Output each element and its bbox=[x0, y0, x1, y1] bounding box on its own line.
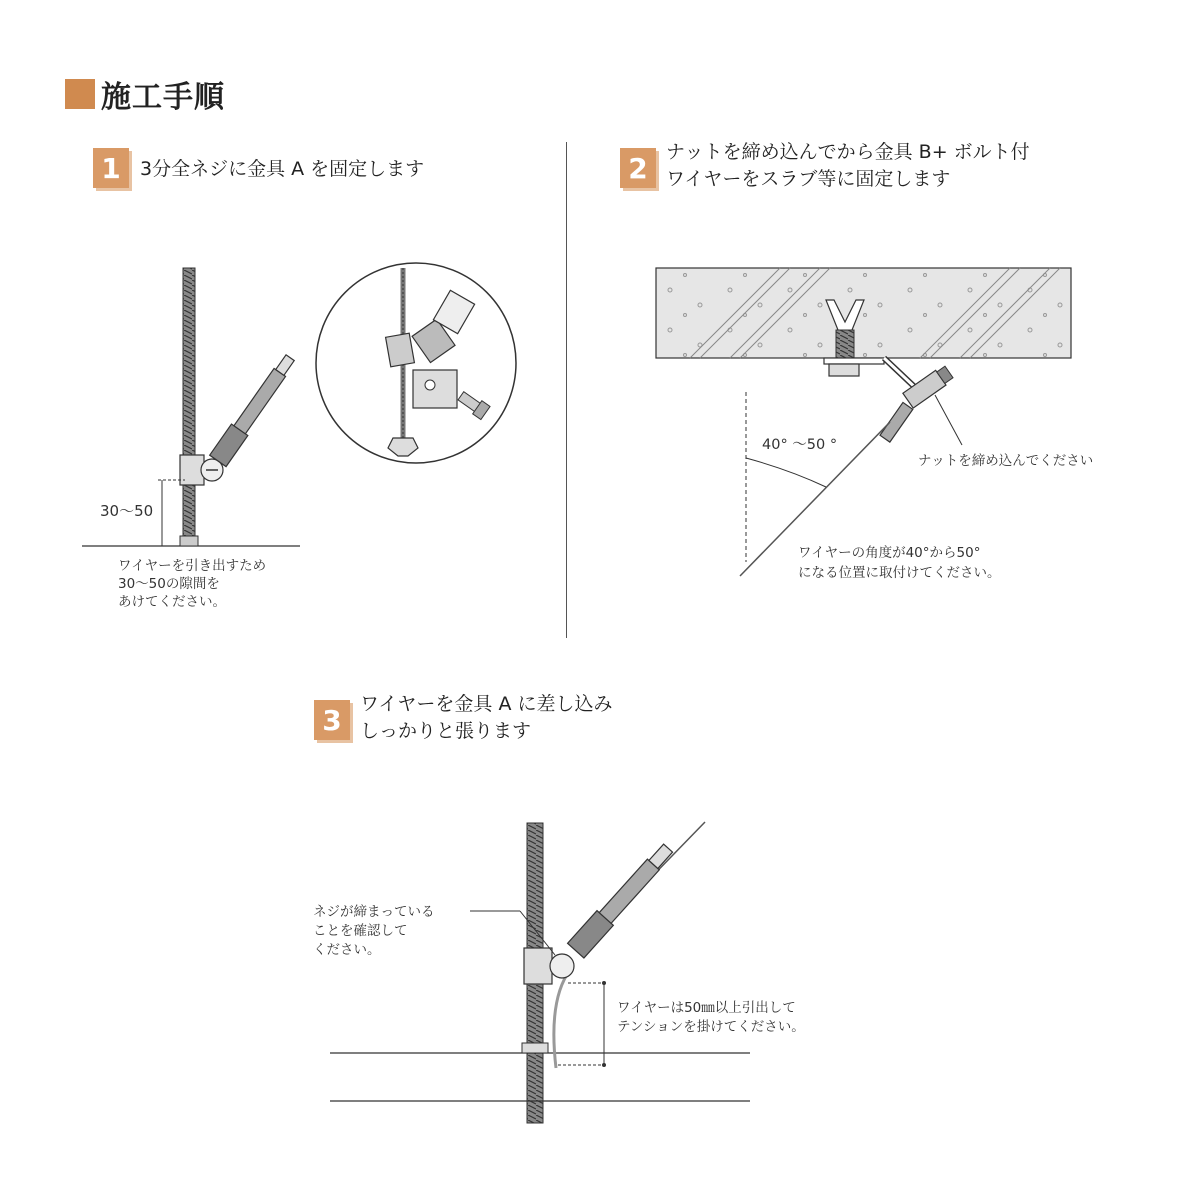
threaded-rod bbox=[183, 268, 195, 540]
gap-dimension-label: 30～50 bbox=[100, 502, 154, 520]
bottom-nut bbox=[522, 1043, 548, 1053]
step-2-text-line-2: ワイヤーをスラブ等に固定します bbox=[666, 168, 951, 190]
bottom-nut bbox=[180, 536, 198, 546]
step-2-text-line-1: ナットを締め込んでから金具 B+ ボルト付 bbox=[666, 141, 1030, 163]
angle-arc bbox=[746, 458, 826, 487]
step-3-badge: 3 bbox=[314, 700, 350, 740]
concrete-slab bbox=[656, 268, 1071, 358]
step-1-text: 3分全ネジに金具 A を固定します bbox=[140, 158, 425, 180]
step-3-diagram bbox=[330, 822, 750, 1123]
detail-circle bbox=[316, 263, 516, 463]
tension-note-line-1: ワイヤーは50㎜以上引出して bbox=[617, 1000, 796, 1016]
wire-fitting bbox=[568, 841, 677, 958]
page-title-text: 施工手順 bbox=[101, 80, 225, 115]
bracket-b bbox=[824, 358, 884, 364]
bracket-a bbox=[524, 948, 552, 984]
step-3-text-line-2: しっかりと張ります bbox=[360, 720, 532, 742]
step-2-badge: 2 bbox=[620, 148, 656, 188]
step-1-badge: 1 bbox=[93, 148, 129, 188]
step-2-diagram bbox=[656, 268, 1071, 576]
nut-note: ナットを締め込んでください bbox=[918, 453, 1094, 469]
step-1-note-line-3: あけてください。 bbox=[118, 594, 226, 610]
step-3-text-line-1: ワイヤーを金具 A に差し込み bbox=[360, 693, 613, 715]
step-2-note-line-2: になる位置に取付けてください。 bbox=[798, 565, 1001, 581]
step-2-note-line-1: ワイヤーの角度が40°から50° bbox=[798, 545, 981, 561]
tension-note-line-2: テンションを掛けてください。 bbox=[617, 1019, 805, 1035]
angle-label: 40° ～50 ° bbox=[762, 437, 838, 453]
screw-note-line-1: ネジが締まっている bbox=[313, 904, 435, 920]
step-1-note-line-2: 30～50の隙間を bbox=[118, 576, 220, 592]
screw-note-line-2: ことを確認して bbox=[313, 923, 408, 939]
wire-fitting bbox=[210, 352, 299, 467]
screw-note-line-3: ください。 bbox=[313, 942, 381, 958]
step-1-note-line-1: ワイヤーを引き出すため bbox=[118, 558, 267, 574]
nut-leader bbox=[935, 395, 962, 445]
